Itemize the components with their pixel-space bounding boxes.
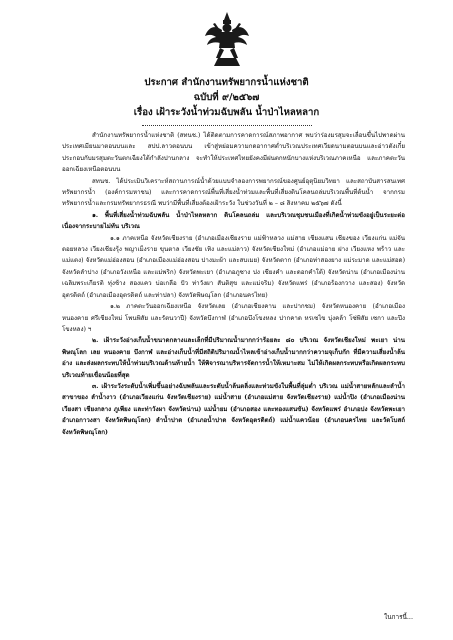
- body-paragraph: ๒. เฝ้าระวังอ่างเก็บน้ำขนาดกลางและเล็กที่มีปริมาณน้ำมากกว่าร้อยละ ๘๐ บริเวณ จังหวัดเชียงใหม่ พะเยา น่าน พิษณุโลก เลย หนองคาย บึงกาฬ และอ่างเก็บน้ำที่มีสถิติปริมาณน้ำไหลเข้าอ่างเก็บน้ำมากกว่าความจุเก็บกัก ที่มีความเสี่ยงน้ำล้นอ่าง และส่งผลกระทบให้น้ำท่วมบริเวณด้านท้ายน้ำ ให้พิจารณาบริหารจัดการน้ำให้เหมาะสม ไม่ให้เกิดผลกระทบหรือเกิดผลกระทบบริเวณท้ายเขื่อนน้อยที่สุด: [62, 337, 405, 379]
- announcement-title: ประกาศ สำนักงานทรัพยากรน้ำแห่งชาติ: [144, 77, 309, 88]
- body-paragraph: ๓. เฝ้าระวังระดับน้ำเพิ่มขึ้นอย่างฉับพลันและระดับน้ำล้นตลิ่งและท่วมขังในพื้นที่ลุ่มต่ำ บริเวณ แม่น้ำสายหลักและลำน้ำสาขาของ ลำน้ำงาว (อำเภอเวียงแก่น จังหวัดเชียงราย) แม่น้ำสาย (อำเภอแม่สาย จังหวัดเชียงราย) แม่น้ำปิง (อำเภอเมืองน่าน เวียงสา เชียงกลาง ภูเพียง และท่าวังผา จังหวัดน่าน) แม่น้ำยม (อำเภอสอง และทองแสนขัน) จังหวัดแพร่ อำเภอปง จังหวัดพะเยา อำเภอกาวงสา จังหวัดพิษณุโลก) ลำน้ำปาด (อำเภอน้ำปาด จังหวัดอุตรดิตถ์) แม่น้ำแควน้อย (อำเภอนครไทย และวัดโบสถ์ จังหวัดพิษณุโลก): [62, 382, 405, 436]
- announcement-number: ฉบับที่ ๙/๒๕๖๗: [193, 92, 260, 103]
- body-paragraph: สทนช. ได้ประเมินวิเคราะห์สถานการณ์น้ำด้วยแบบจำลองการพยากรณ์ของศูนย์อุตุนิยมวิทยา และสถาบันสารสนเทศทรัพยากรน้ำ (องค์การมหาชน) และการคาดการณ์พื้นที่เสี่ยงน้ำท่วมและพื้นที่เสี่ยงดินโคลนถล่มบริเวณพื้นที่ต้นน้ำ จากกรมทรัพยากรน้ำและกรมทรัพยากรธรณี พบว่ามีพื้นที่เสี่ยงต้องเฝ้าระวัง ในช่วงวันที่ ๒ – ๘ สิงหาคม ๒๕๖๗ ดังนี้: [62, 177, 405, 208]
- body-paragraph: ๑. พื้นที่เสี่ยงน้ำท่วมฉับพลัน น้ำป่าไหลหลาก ดินโคลนถล่ม และบริเวณชุมชนเมืองที่เกิดน้ำท่วมขังอยู่เป็นระยะต่อเนื่องจากระบายไม่ทัน บริเวณ: [62, 211, 405, 231]
- dotted-divider: [142, 125, 312, 126]
- body-paragraph: ๑.๒ ภาคตะวันออกเฉียงเหนือ จังหวัดเลย (อำเภอเชียงคาน และปากชม) จังหวัดหนองคาย (อำเภอเมืองหนองคาย ศรีเชียงใหม่ โพนพิสัย และรัตนวาปี) จังหวัดบึงกาฬ (อำเภอบึงโขงหลง ปากคาด หรเซไข บุ่งคล้า โซ่พิสัย เซกา และปึงโขงหลง) ฯ: [62, 303, 405, 333]
- continuation-text: ในการนี้...: [384, 613, 413, 621]
- garuda-emblem-icon: [204, 10, 250, 68]
- announcement-subject: เรื่อง เฝ้าระวังน้ำท่วมฉับพลัน น้ำป่าไหลหลาก: [133, 107, 320, 118]
- body-paragraph: ๑.๑ ภาคเหนือ จังหวัดเชียงราย (อำเภอเมืองเชียงราย แม่ฟ้าหลวง แม่สาย เชียงแสน เชียงของ เวียงแก่น แม่จัน ดอยหลวง เวียงเชียงรุ้ง พญาเม็งราย ขุนตาล เวียงชัย เทิง และแม่ลาว) จังหวัดเชียงใหม่ (อำเภอแม่อาย ฝาง เวียงแหง พร้าว และแม่แตง) จังหวัดแม่ฮ่องสอน (อำเภอเมืองแม่ฮ่องสอน ปางมะผ้า และสบเมย) จังหวัดตาก (อำเภอท่าสองยาง แม่ระมาด และแม่สอด) จังหวัดลำปาง (อำเภอวังเหนือ และแม่พริก) จังหวัดพะเยา (อำเภอภูซาง ปง เชียงคำ และดอกคำใต้) จังหวัดน่าน (อำเภอเมืองน่าน เฉลิมพระเกียรติ ทุ่งช้าง สองแคว บ่อเกลือ ปัว ท่าวังผา สันติสุข และแม่จริม) จังหวัดแพร่ (อำเภอร้องกวาง และสอง) จังหวัดอุตรดิตถ์ (อำเภอเมืองอุตรดิตถ์ และท่าปลา) จังหวัดพิษณุโลก (อำเภอนครไทย): [62, 234, 405, 299]
- announcement-body: [62, 130, 405, 438]
- body-paragraph: สำนักงานทรัพยากรน้ำแห่งชาติ (สทนช.) ได้ติดตามการคาดการณ์สภาพอากาศ พบว่าร่องมรสุมจะเลื่อนขึ้นไปพาดผ่านประเทศเมียนมาตอนบนและ สปป.ลาวตอนบน เข้าสู่หย่อมความกดอากาศต่ำบริเวณประเทศเวียดนามตอนบนและอ่าวตังเกี๋ย ประกอบกับมรสุมตะวันตกเฉียงใต้กำลังปานกลาง จะทำให้ประเทศไทยยังคงมีฝนตกหนักบางแห่งบริเวณภาคเหนือ และภาคตะวันออกเฉียงเหนือตอนบน: [62, 132, 405, 174]
